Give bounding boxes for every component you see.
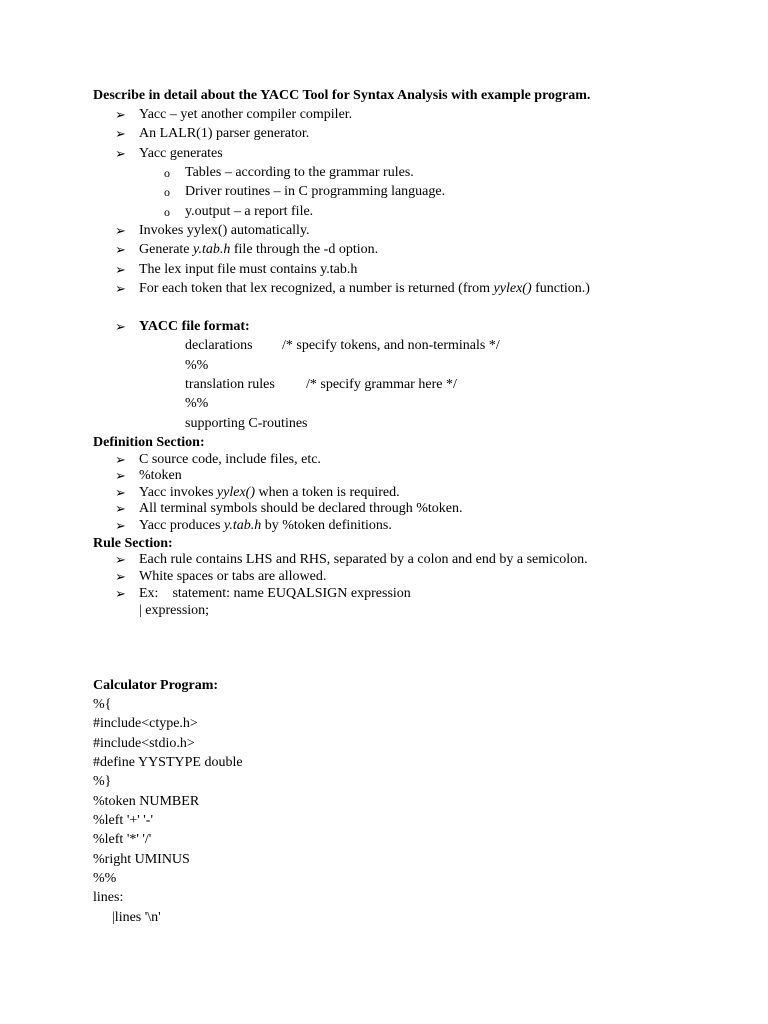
format-declarations-comment: /* specify tokens, and non-terminals */ (282, 338, 500, 353)
sub-bullet-text: Driver routines – in C programming language. (185, 184, 446, 199)
code-line: %{ (93, 697, 112, 712)
code-line: lines: (93, 890, 124, 905)
bullet-text-part: by %token definitions. (261, 518, 392, 533)
code-line: %left '+' '-' (93, 813, 153, 828)
code-line: %left '*' '/' (93, 832, 152, 847)
arrow-bullet-icon: ➢ (115, 107, 126, 122)
arrow-bullet-icon: ➢ (115, 242, 126, 257)
code-line: |lines '\n' (112, 910, 161, 925)
arrow-bullet-icon: ➢ (115, 586, 126, 601)
format-declarations: declarations (185, 338, 253, 353)
rule-title: Rule Section: (93, 536, 173, 551)
arrow-bullet-icon: ➢ (115, 552, 126, 567)
rule-continuation: | expression; (139, 603, 210, 618)
format-support: supporting C-routines (185, 416, 308, 431)
arrow-bullet-icon: ➢ (115, 146, 126, 161)
bullet-text: The lex input file must contains y.tab.h (139, 262, 358, 277)
bullet-text (139, 281, 590, 297)
bullet-text-part: function.) (531, 281, 590, 296)
arrow-bullet-icon: ➢ (115, 485, 126, 500)
code-line: %% (93, 871, 117, 886)
arrow-bullet-icon: ➢ (115, 126, 126, 141)
bullet-text-part: Yacc produces (139, 518, 224, 533)
bullet-text: %token (139, 468, 182, 483)
bullet-text: Ex: statement: name EUQALSIGN expression (139, 586, 411, 601)
arrow-bullet-icon: ➢ (115, 569, 126, 584)
page-heading: Describe in detail about the YACC Tool for Syntax Analysis with example program. (93, 88, 591, 103)
bullet-text: White spaces or tabs are allowed. (139, 569, 327, 584)
code-line: %} (93, 774, 112, 789)
circle-bullet-icon: o (164, 205, 170, 219)
bullet-text-part: Yacc invokes (139, 485, 217, 500)
arrow-bullet-icon: ➢ (115, 262, 126, 277)
function-text: yylex() (216, 485, 255, 500)
bullet-text: Yacc generates (139, 146, 223, 161)
code-line: #define YYSTYPE double (93, 755, 243, 770)
filename-text: y.tab.h (223, 518, 262, 533)
bullet-text-part: file through the -d option. (230, 242, 379, 257)
code-line: #include<stdio.h> (93, 736, 195, 751)
bullet-text: All terminal symbols should be declared through %token. (139, 501, 463, 516)
arrow-bullet-icon: ➢ (115, 452, 126, 467)
bullet-text-part: For each token that lex recognized, a number is returned (from (139, 281, 494, 296)
sub-bullet-text: y.output – a report file. (185, 204, 314, 219)
arrow-bullet-icon: ➢ (115, 223, 126, 238)
arrow-bullet-icon: ➢ (115, 319, 126, 334)
bullet-text-part: when a token is required. (254, 485, 400, 500)
circle-bullet-icon: o (164, 185, 170, 199)
bullet-text (139, 242, 378, 258)
arrow-bullet-icon: ➢ (115, 518, 126, 533)
code-line: %right UMINUS (93, 852, 190, 867)
bullet-text: Yacc – yet another compiler compiler. (139, 107, 353, 122)
bullet-text: Invokes yylex() automatically. (139, 223, 310, 238)
bullet-text (139, 518, 392, 534)
code-line: #include<ctype.h> (93, 716, 198, 731)
code-line: %token NUMBER (93, 794, 200, 809)
function-text: yylex() (493, 281, 532, 296)
arrow-bullet-icon: ➢ (115, 281, 126, 296)
bullet-text: An LALR(1) parser generator. (139, 126, 310, 141)
filename-text: y.tab.h (193, 242, 231, 257)
format-separator: %% (185, 396, 209, 411)
bullet-text: C source code, include files, etc. (139, 452, 321, 467)
circle-bullet-icon: o (164, 166, 170, 180)
bullet-text: Each rule contains LHS and RHS, separated by a colon and end by a semicolon. (139, 552, 588, 567)
format-rules-comment: /* specify grammar here */ (306, 377, 457, 392)
format-separator: %% (185, 358, 209, 373)
bullet-text (139, 485, 400, 501)
format-title: YACC file format: (139, 319, 250, 334)
sub-bullet-text: Tables – according to the grammar rules. (185, 165, 414, 180)
bullet-text-part: Generate (139, 242, 194, 257)
calculator-title: Calculator Program: (93, 678, 219, 693)
arrow-bullet-icon: ➢ (115, 468, 126, 483)
arrow-bullet-icon: ➢ (115, 501, 126, 516)
format-rules: translation rules (185, 377, 275, 392)
definition-title: Definition Section: (93, 435, 205, 450)
